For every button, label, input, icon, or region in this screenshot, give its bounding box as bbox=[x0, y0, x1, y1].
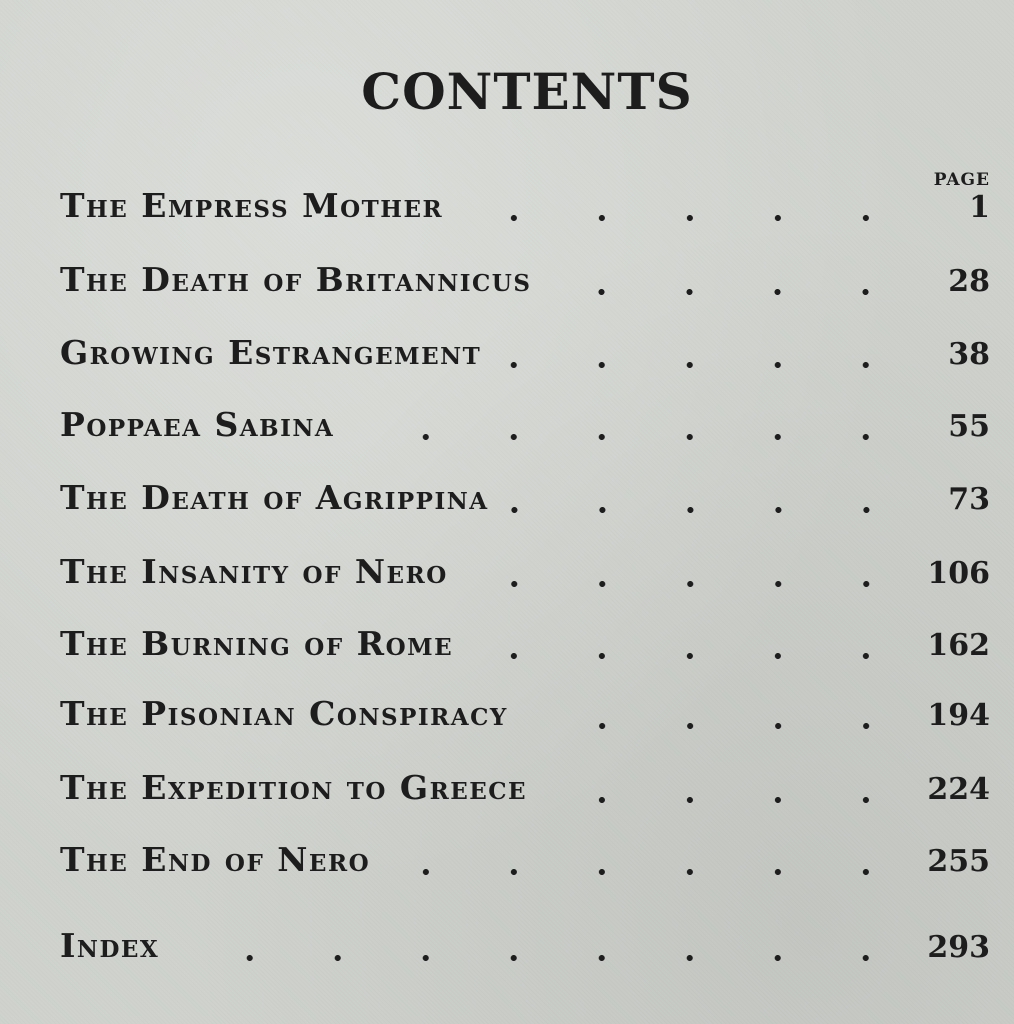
contents-entry bbox=[60, 926, 990, 976]
entry-title: The End of Nero bbox=[60, 840, 371, 879]
dot-leader bbox=[541, 288, 910, 296]
entry-page-number: 293 bbox=[927, 930, 990, 965]
dot-leader bbox=[380, 868, 910, 876]
entry-page-number: 55 bbox=[948, 409, 990, 444]
dot-leader bbox=[458, 580, 910, 588]
dot-leader bbox=[518, 722, 910, 730]
contents-entry bbox=[60, 405, 990, 455]
entry-page-number: 106 bbox=[927, 556, 990, 591]
entry-page-number: 28 bbox=[948, 264, 990, 299]
dot-leader bbox=[491, 361, 910, 369]
dot-leader bbox=[537, 796, 910, 804]
entry-title: The Empress Mother bbox=[60, 186, 444, 225]
entry-page-number: 255 bbox=[927, 844, 990, 879]
page-column-label: PAGE bbox=[933, 170, 990, 190]
dot-leader bbox=[499, 506, 910, 514]
contents-entry bbox=[60, 694, 990, 744]
dot-leader bbox=[344, 433, 910, 441]
entry-title: Poppaea Sabina bbox=[60, 405, 335, 444]
contents-entry bbox=[60, 768, 990, 818]
dot-leader bbox=[453, 214, 910, 222]
entry-title: The Pisonian Conspiracy bbox=[60, 694, 508, 733]
entry-title: The Burning of Rome bbox=[60, 624, 454, 663]
entry-title: The Insanity of Nero bbox=[60, 552, 448, 591]
entry-page-number: 1 bbox=[969, 190, 990, 225]
entry-page-number: 162 bbox=[927, 628, 990, 663]
dot-leader bbox=[463, 652, 910, 660]
entry-page-number: 73 bbox=[948, 482, 990, 517]
entry-title: The Death of Britannicus bbox=[60, 260, 532, 299]
entry-title: Index bbox=[60, 926, 160, 965]
page-title: CONTENTS bbox=[361, 62, 693, 121]
entry-title: The Death of Agrippina bbox=[60, 478, 489, 517]
contents-entry bbox=[60, 478, 990, 528]
contents-entry bbox=[60, 260, 990, 310]
contents-entry bbox=[60, 186, 990, 236]
entry-page-number: 224 bbox=[927, 772, 990, 807]
entry-title: Growing Estrangement bbox=[60, 333, 482, 372]
contents-entry bbox=[60, 333, 990, 383]
entry-title: The Expedition to Greece bbox=[60, 768, 528, 807]
contents-entry bbox=[60, 624, 990, 674]
entry-page-number: 194 bbox=[927, 698, 990, 733]
dot-leader bbox=[169, 954, 910, 962]
contents-entry bbox=[60, 552, 990, 602]
entry-page-number: 38 bbox=[948, 337, 990, 372]
contents-entry bbox=[60, 840, 990, 890]
